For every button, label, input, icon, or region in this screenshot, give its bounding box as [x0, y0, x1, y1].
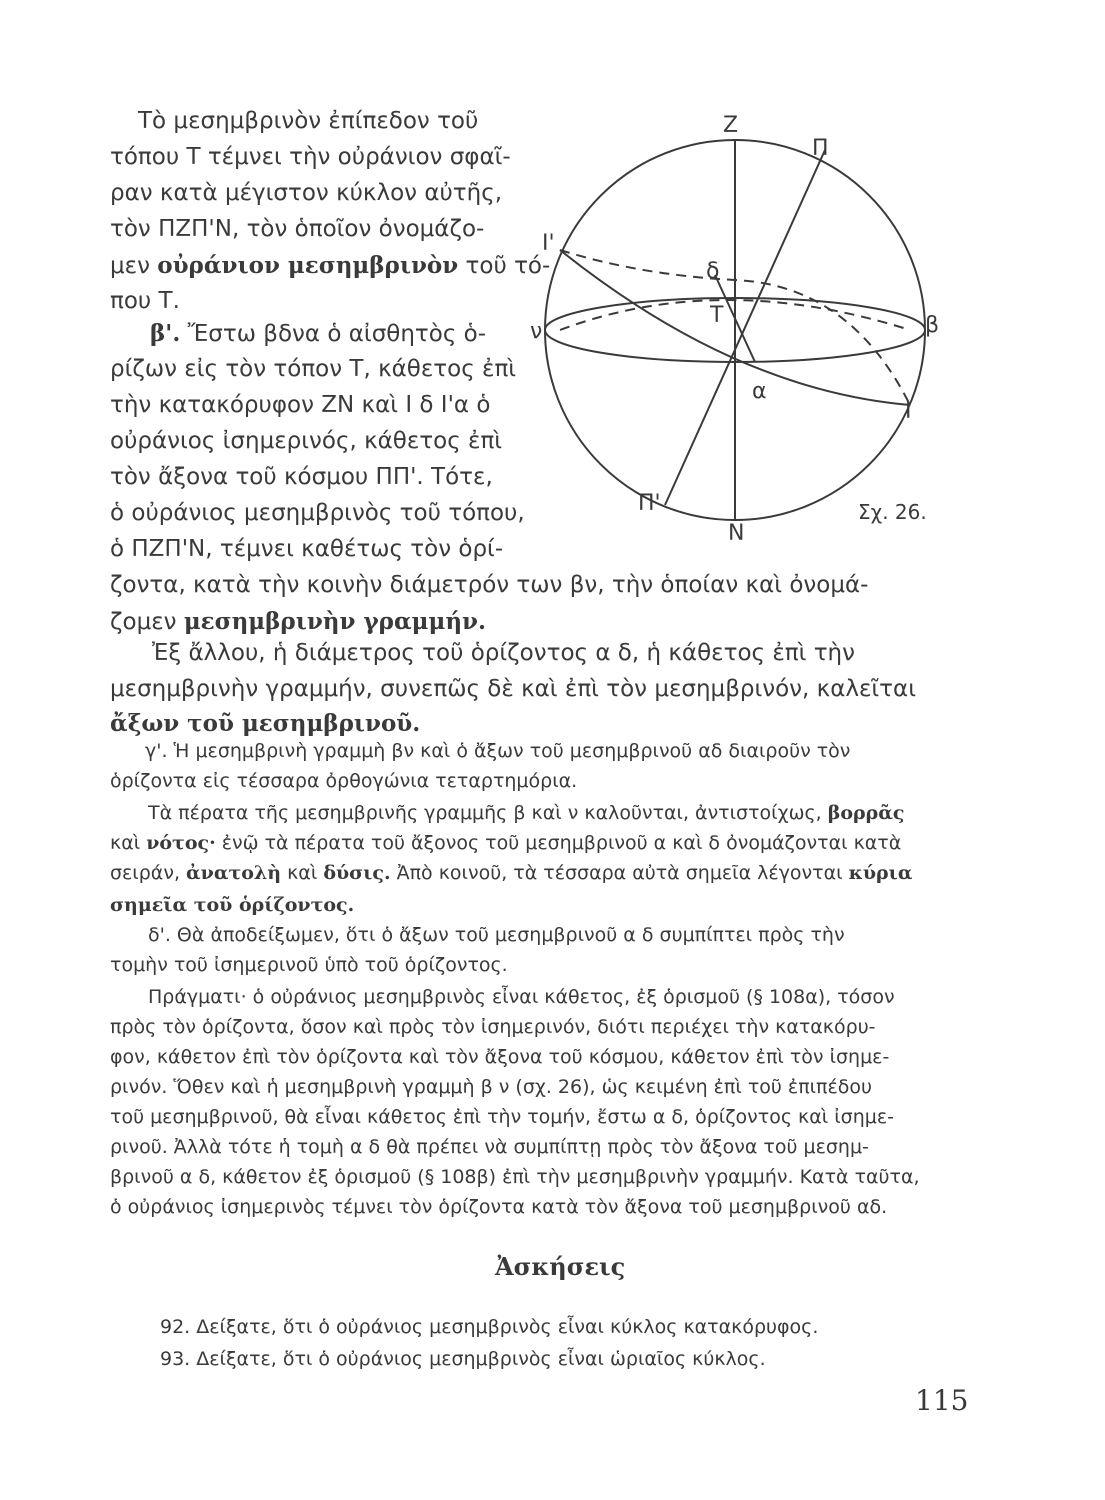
- intro-suffix: τοῦ τό-: [465, 253, 551, 279]
- exercises-heading: Ἀσκήσεις: [495, 1252, 626, 1281]
- axis-line: μεσημβρινὴν γραμμήν, συνεπῶς δὲ καὶ ἐπὶ τὸν μεσημβρινόν, καλεῖται: [110, 676, 916, 702]
- beta-line: ὁ ΠΖΠ'Ν, τέμνει καθέτως τὸν ὁρί-: [110, 536, 504, 562]
- points-text: σειράν,: [110, 862, 180, 884]
- term-celestial-meridian: οὐράνιον μεσημβρινὸν: [157, 252, 459, 279]
- beta-line: τὴν κατακόρυφον ΖΝ καὶ Ι δ Ι'α ὁ: [110, 392, 491, 418]
- points-text: Ἀπὸ κοινοῦ, τὰ τέσσαρα αὐτὰ σημεῖα λέγονται: [396, 862, 843, 884]
- beta-text: Ἔστω βδνα ὁ αἰσθητὸς ὁ-: [187, 321, 487, 347]
- proof-line: ρινοῦ. Ἀλλὰ τότε ἡ τομὴ α δ θὰ πρέπει νὰ συμπίπτῃ πρὸς τὸν ἄξονα τοῦ μεσημ-: [110, 1136, 869, 1158]
- section-marker-beta: β'.: [150, 320, 181, 347]
- term-cardinal: κύρια: [848, 862, 913, 884]
- label-I-prime: Ι': [542, 231, 555, 256]
- proof-line: τοῦ μεσημβρινοῦ, θὰ εἶναι κάθετος ἐπὶ τὴν τομήν, ἔστω α δ, ὁρίζοντος καὶ ἰσημε-: [110, 1106, 894, 1128]
- intro-line: Τὸ μεσημβρινὸν ἐπίπεδον τοῦ: [138, 108, 479, 134]
- intro-prefix: μεν: [110, 253, 150, 279]
- beta-line: [150, 322, 486, 346]
- term-east: ἀνατολὴ: [186, 862, 282, 884]
- beta-line: [110, 610, 486, 634]
- beta-prefix: ζομεν: [110, 609, 177, 635]
- points-text: καὶ: [287, 862, 318, 884]
- beta-line: ζοντα, κατὰ τὴν κοινὴν διάμετρόν των βν, τὴν ὁποίαν καὶ ὀνομά-: [110, 572, 869, 598]
- term-west: δύσις.: [323, 862, 391, 884]
- gamma-line: γ'. Ἡ μεσημβρινὴ γραμμὴ βν καὶ ὁ ἄξων τοῦ μεσημβρινοῦ αδ διαιροῦν τὸν: [145, 740, 851, 762]
- points-line: [148, 804, 904, 823]
- term-south: νότος·: [146, 832, 216, 854]
- exercise-item: 92. Δείξατε, ὅτι ὁ οὐράνιος μεσημβρινὸς εἶναι κύκλος κατακόρυφος.: [160, 1316, 819, 1338]
- intro-line: [110, 254, 550, 278]
- label-Z: Ζ: [723, 113, 739, 138]
- axis-line: Ἐξ ἄλλου, ἡ διάμετρος τοῦ ὁρίζοντος α δ, ἡ κάθετος ἐπὶ τὴν: [152, 640, 855, 666]
- proof-line: πρὸς τὸν ὁρίζοντα, ὅσον καὶ πρὸς τὸν ἰσημερινόν, διότι περιέχει τὴν κατακόρυ-: [110, 1016, 876, 1038]
- points-line: [110, 834, 901, 853]
- label-v: ν: [530, 319, 543, 344]
- page-number: 115: [915, 1384, 969, 1417]
- beta-line: οὐράνιος ἰσημερινός, κάθετος ἐπὶ: [110, 428, 503, 454]
- delta-line: τομὴν τοῦ ἰσημερινοῦ ὑπὸ τοῦ ὁρίζοντος.: [110, 954, 508, 976]
- exercise-item: 93. Δείξατε, ὅτι ὁ οὐράνιος μεσημβρινὸς εἶναι ὡριαῖος κύκλος.: [160, 1348, 766, 1370]
- term-north: βορρᾶς: [827, 802, 905, 824]
- world-axis-PP: [665, 150, 825, 505]
- proof-line: Πράγματι· ὁ οὐράνιος μεσημβρινὸς εἶναι κάθετος, ἐξ ὁρισμοῦ (§ 108α), τόσον: [148, 986, 895, 1008]
- proof-line: ρινόν. Ὅθεν καὶ ἡ μεσημβρινὴ γραμμὴ β ν (σχ. 26), ὡς κειμένη ἐπὶ τοῦ ἐπιπέδου: [110, 1076, 873, 1098]
- figure-caption: Σχ. 26.: [858, 500, 927, 524]
- label-beta: β: [925, 313, 940, 338]
- gamma-line: ὁρίζοντα εἰς τέσσαρα ὀρθογώνια τεταρτημόρια.: [110, 770, 578, 792]
- label-P: Π: [812, 136, 829, 161]
- points-line: [110, 864, 912, 883]
- proof-line: ὁ οὐράνιος ἰσημερινὸς τέμνει τὸν ὁρίζοντα κατὰ τὸν ἄξονα τοῦ μεσημβρινοῦ αδ.: [110, 1196, 888, 1218]
- label-N: Ν: [728, 521, 745, 546]
- label-P-prime: Π': [638, 491, 661, 516]
- proof-line: βρινοῦ α δ, κάθετον ἐξ ὁρισμοῦ (§ 108β) ἐπὶ τὴν μεσημβρινὴν γραμμήν. Κατὰ ταῦτα,: [110, 1166, 920, 1188]
- label-delta: δ: [706, 259, 720, 284]
- intro-line: που Τ.: [110, 288, 180, 314]
- label-I: Ι: [905, 399, 912, 424]
- points-text: καὶ: [110, 832, 141, 854]
- intro-line: τόπου Τ τέμνει τὴν οὐράνιον σφαῖ-: [110, 144, 511, 170]
- points-text: ἐνῷ τὰ πέρατα τοῦ ἄξονος τοῦ μεσημβρινοῦ α καὶ δ ὀνομάζονται κατὰ: [221, 832, 902, 854]
- term-meridian-line: μεσημβρινὴν γραμμήν.: [183, 608, 487, 635]
- beta-line: ὁ οὐράνιος μεσημβρινὸς τοῦ τόπου,: [110, 500, 525, 526]
- beta-line: τὸν ἄξονα τοῦ κόσμου ΠΠ'. Τότε,: [110, 464, 493, 490]
- term-meridian-axis: ἄξων τοῦ μεσημβρινοῦ.: [110, 710, 421, 737]
- delta-line: δ'. Θὰ ἀποδείξωμεν, ὅτι ὁ ἄξων τοῦ μεσημβρινοῦ α δ συμπίπτει πρὸς τὴν: [148, 924, 845, 946]
- celestial-sphere-figure: [520, 100, 960, 550]
- points-text: Τὰ πέρατα τῆς μεσημβρινῆς γραμμῆς β καὶ ν καλοῦνται, ἀντιστοίχως,: [148, 802, 822, 824]
- term-horizon-points: σημεῖα τοῦ ὁρίζοντος.: [110, 894, 355, 916]
- intro-line: ραν κατὰ μέγιστον κύκλον αὐτῆς,: [110, 180, 503, 206]
- beta-line: ρίζων εἰς τὸν τόπον Τ, κάθετος ἐπὶ: [110, 356, 517, 382]
- label-T: Τ: [710, 303, 724, 328]
- intro-line: τὸν ΠΖΠ'Ν, τὸν ὁποῖον ὀνομάζο-: [110, 216, 485, 242]
- label-alpha: α: [752, 379, 767, 404]
- proof-line: φον, κάθετον ἐπὶ τὸν ὁρίζοντα καὶ τὸν ἄξονα τοῦ κόσμου, κάθετον ἐπὶ τὸν ἰσημε-: [110, 1046, 890, 1068]
